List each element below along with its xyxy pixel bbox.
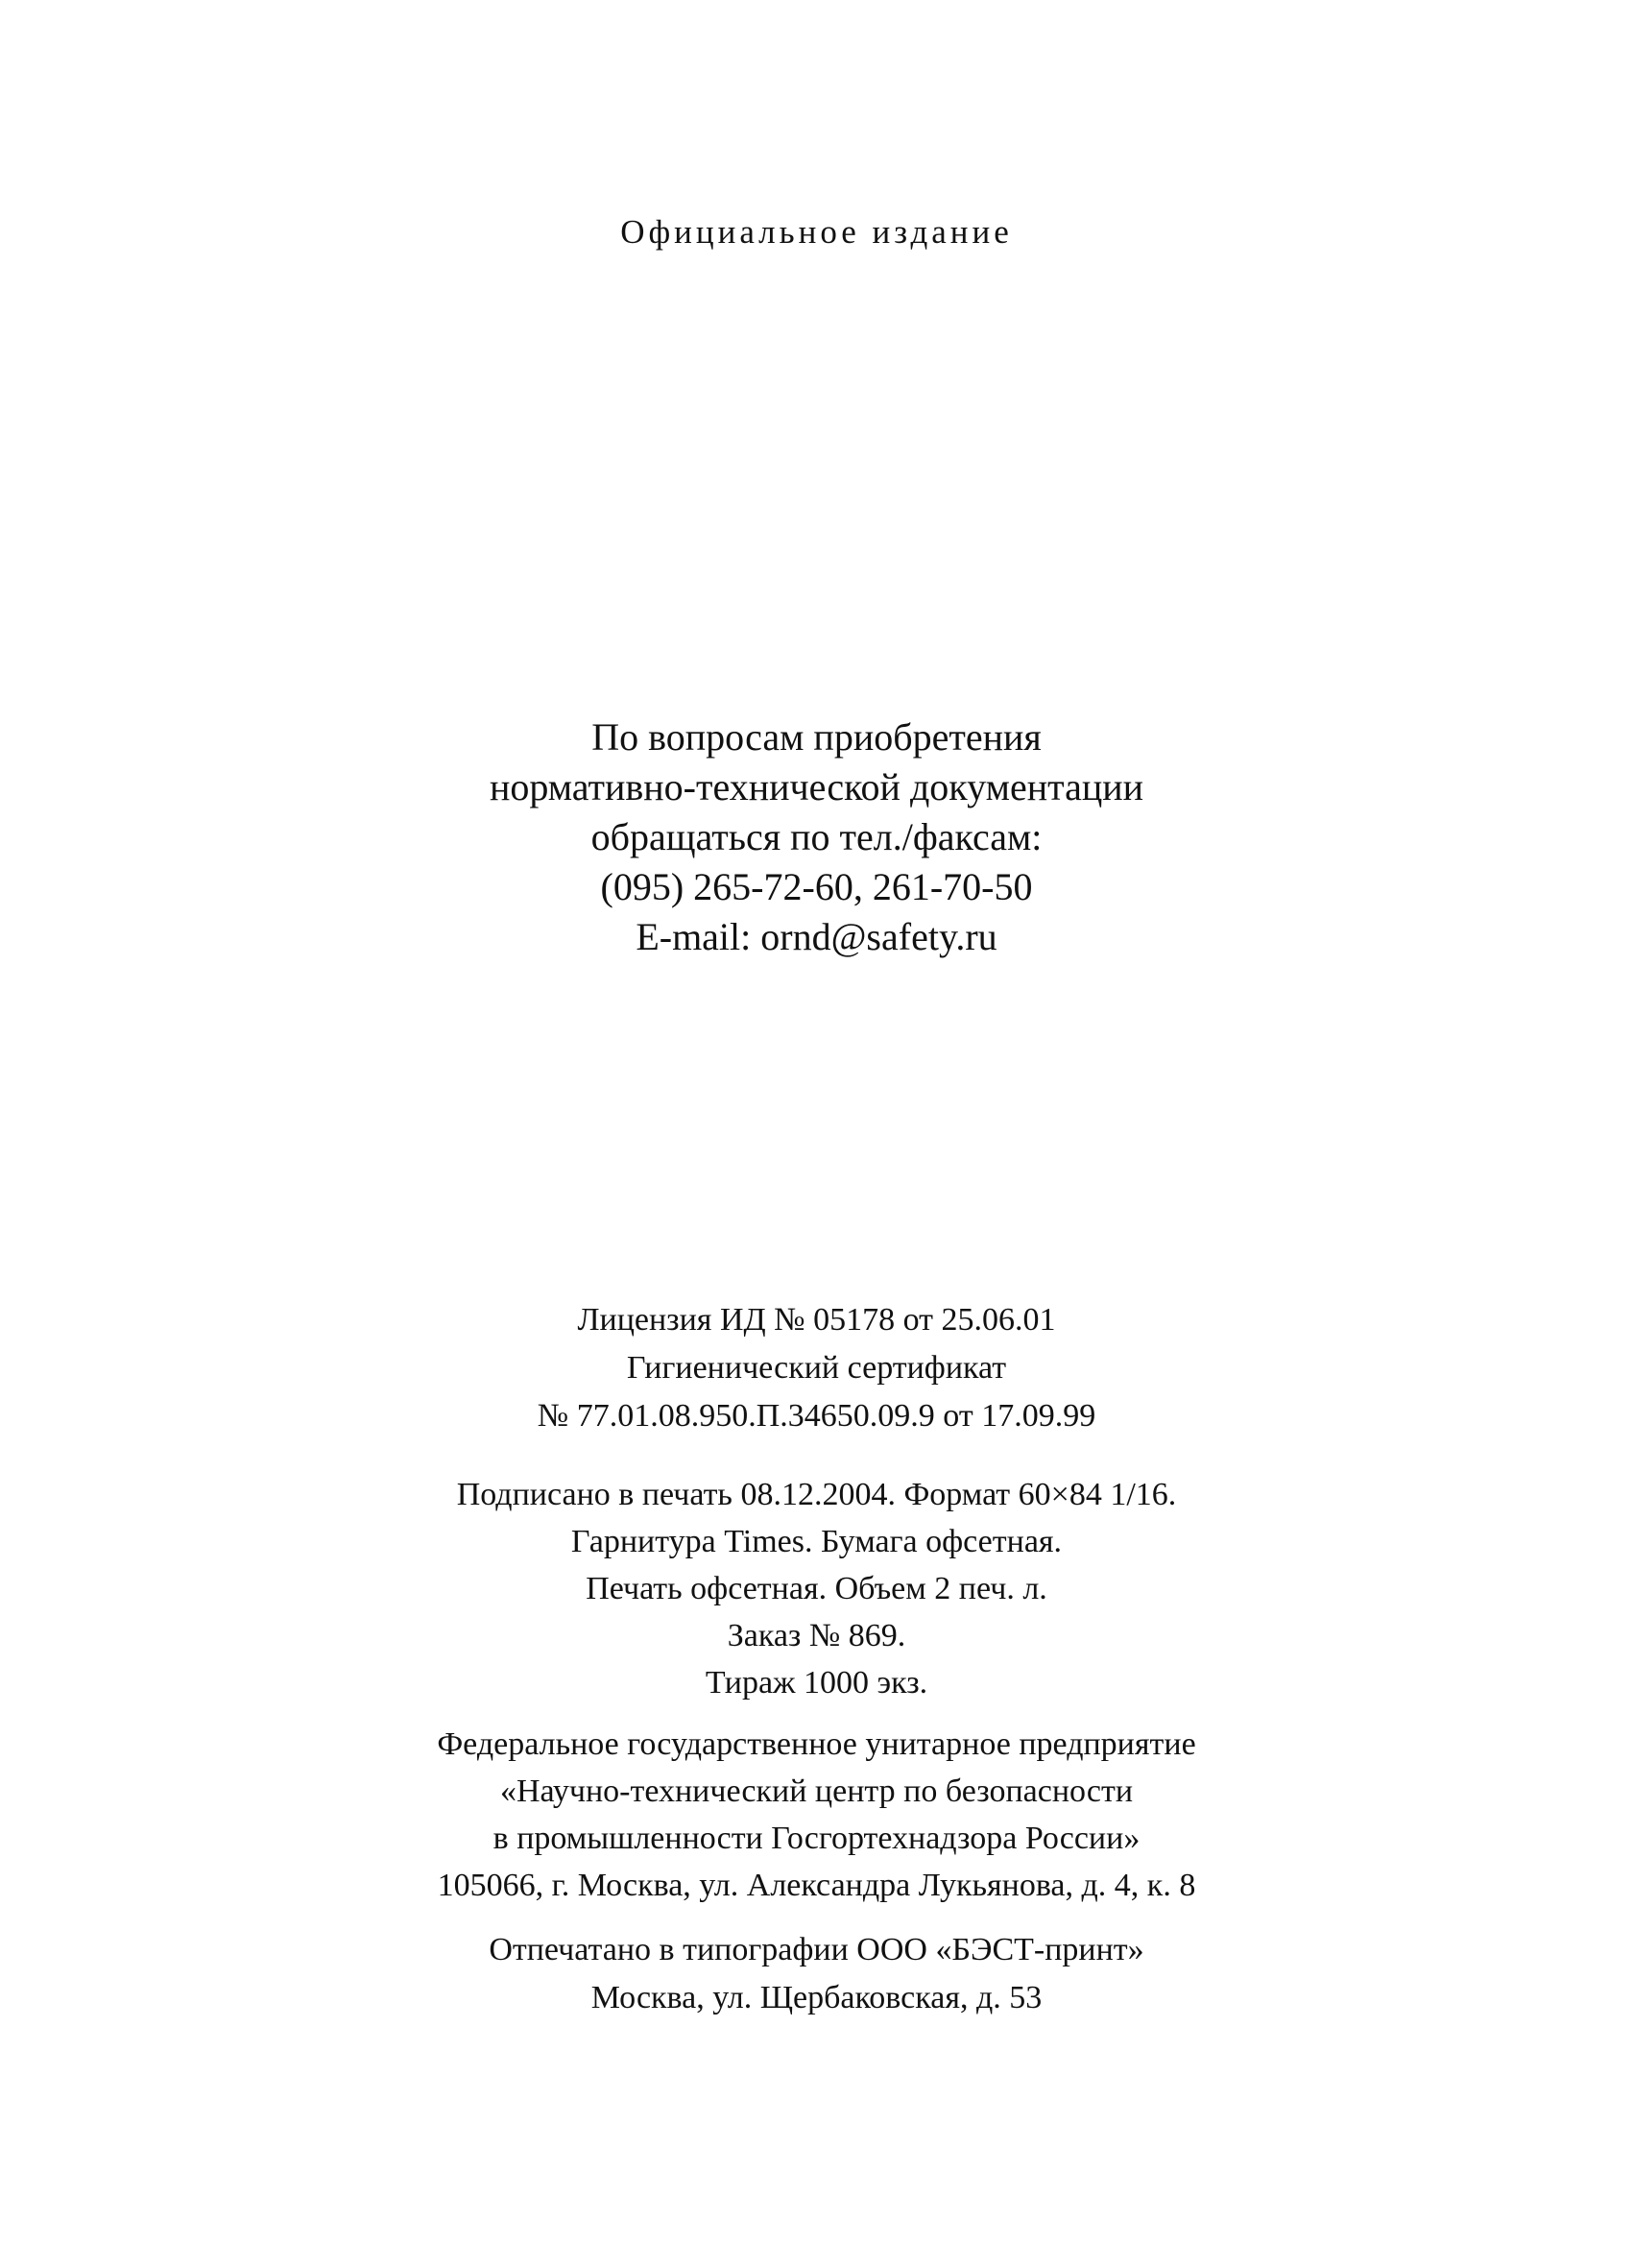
contacts-phones: (095) 265-72-60, 261-70-50	[600, 865, 1033, 908]
contacts-line: По вопросам приобретения	[591, 715, 1042, 759]
contacts-line: обращаться по тел./факсам:	[590, 815, 1043, 858]
publisher-block	[0, 1721, 1633, 1909]
license-line: № 77.01.08.950.П.34650.09.9 от 17.09.99	[537, 1398, 1096, 1434]
official-edition-heading	[0, 209, 1633, 255]
contacts-line: нормативно-технической документации	[489, 765, 1144, 808]
print-info-line: Гарнитура Times. Бумага офсетная.	[570, 1524, 1063, 1559]
print-info-block	[0, 1471, 1633, 1706]
license-line: Гигиенический сертификат	[626, 1350, 1007, 1386]
publisher-address: 105066, г. Москва, ул. Александра Лукьянова, д. 4, к. 8	[437, 1868, 1196, 1903]
print-info-line: Печать офсетная. Объем 2 печ. л.	[586, 1571, 1047, 1606]
print-info-line: Тираж 1000 экз.	[705, 1665, 928, 1701]
publisher-line: «Научно-технический центр по безопасности	[499, 1773, 1134, 1809]
contacts-email: E-mail: ornd@safety.ru	[636, 915, 997, 958]
print-info-line: Подписано в печать 08.12.2004. Формат 60×84 1/16.	[456, 1477, 1177, 1512]
print-info-line: Заказ № 869.	[727, 1618, 906, 1653]
license-line: Лицензия ИД № 05178 от 25.06.01	[577, 1302, 1056, 1338]
purchase-contacts-block	[0, 712, 1633, 962]
publisher-line: в промышленности Госгортехнадзора России»	[492, 1821, 1141, 1856]
license-block	[0, 1296, 1633, 1440]
printer-address: Москва, ул. Щербаковская, д. 53	[590, 1980, 1043, 2015]
official-edition-label: Официальное издание	[620, 213, 1013, 251]
printer-block	[0, 1926, 1633, 2022]
publisher-line: Федеральное государственное унитарное предприятие	[437, 1726, 1196, 1762]
printer-line: Отпечатано в типографии ООО «БЭСТ-принт»	[489, 1932, 1144, 1967]
